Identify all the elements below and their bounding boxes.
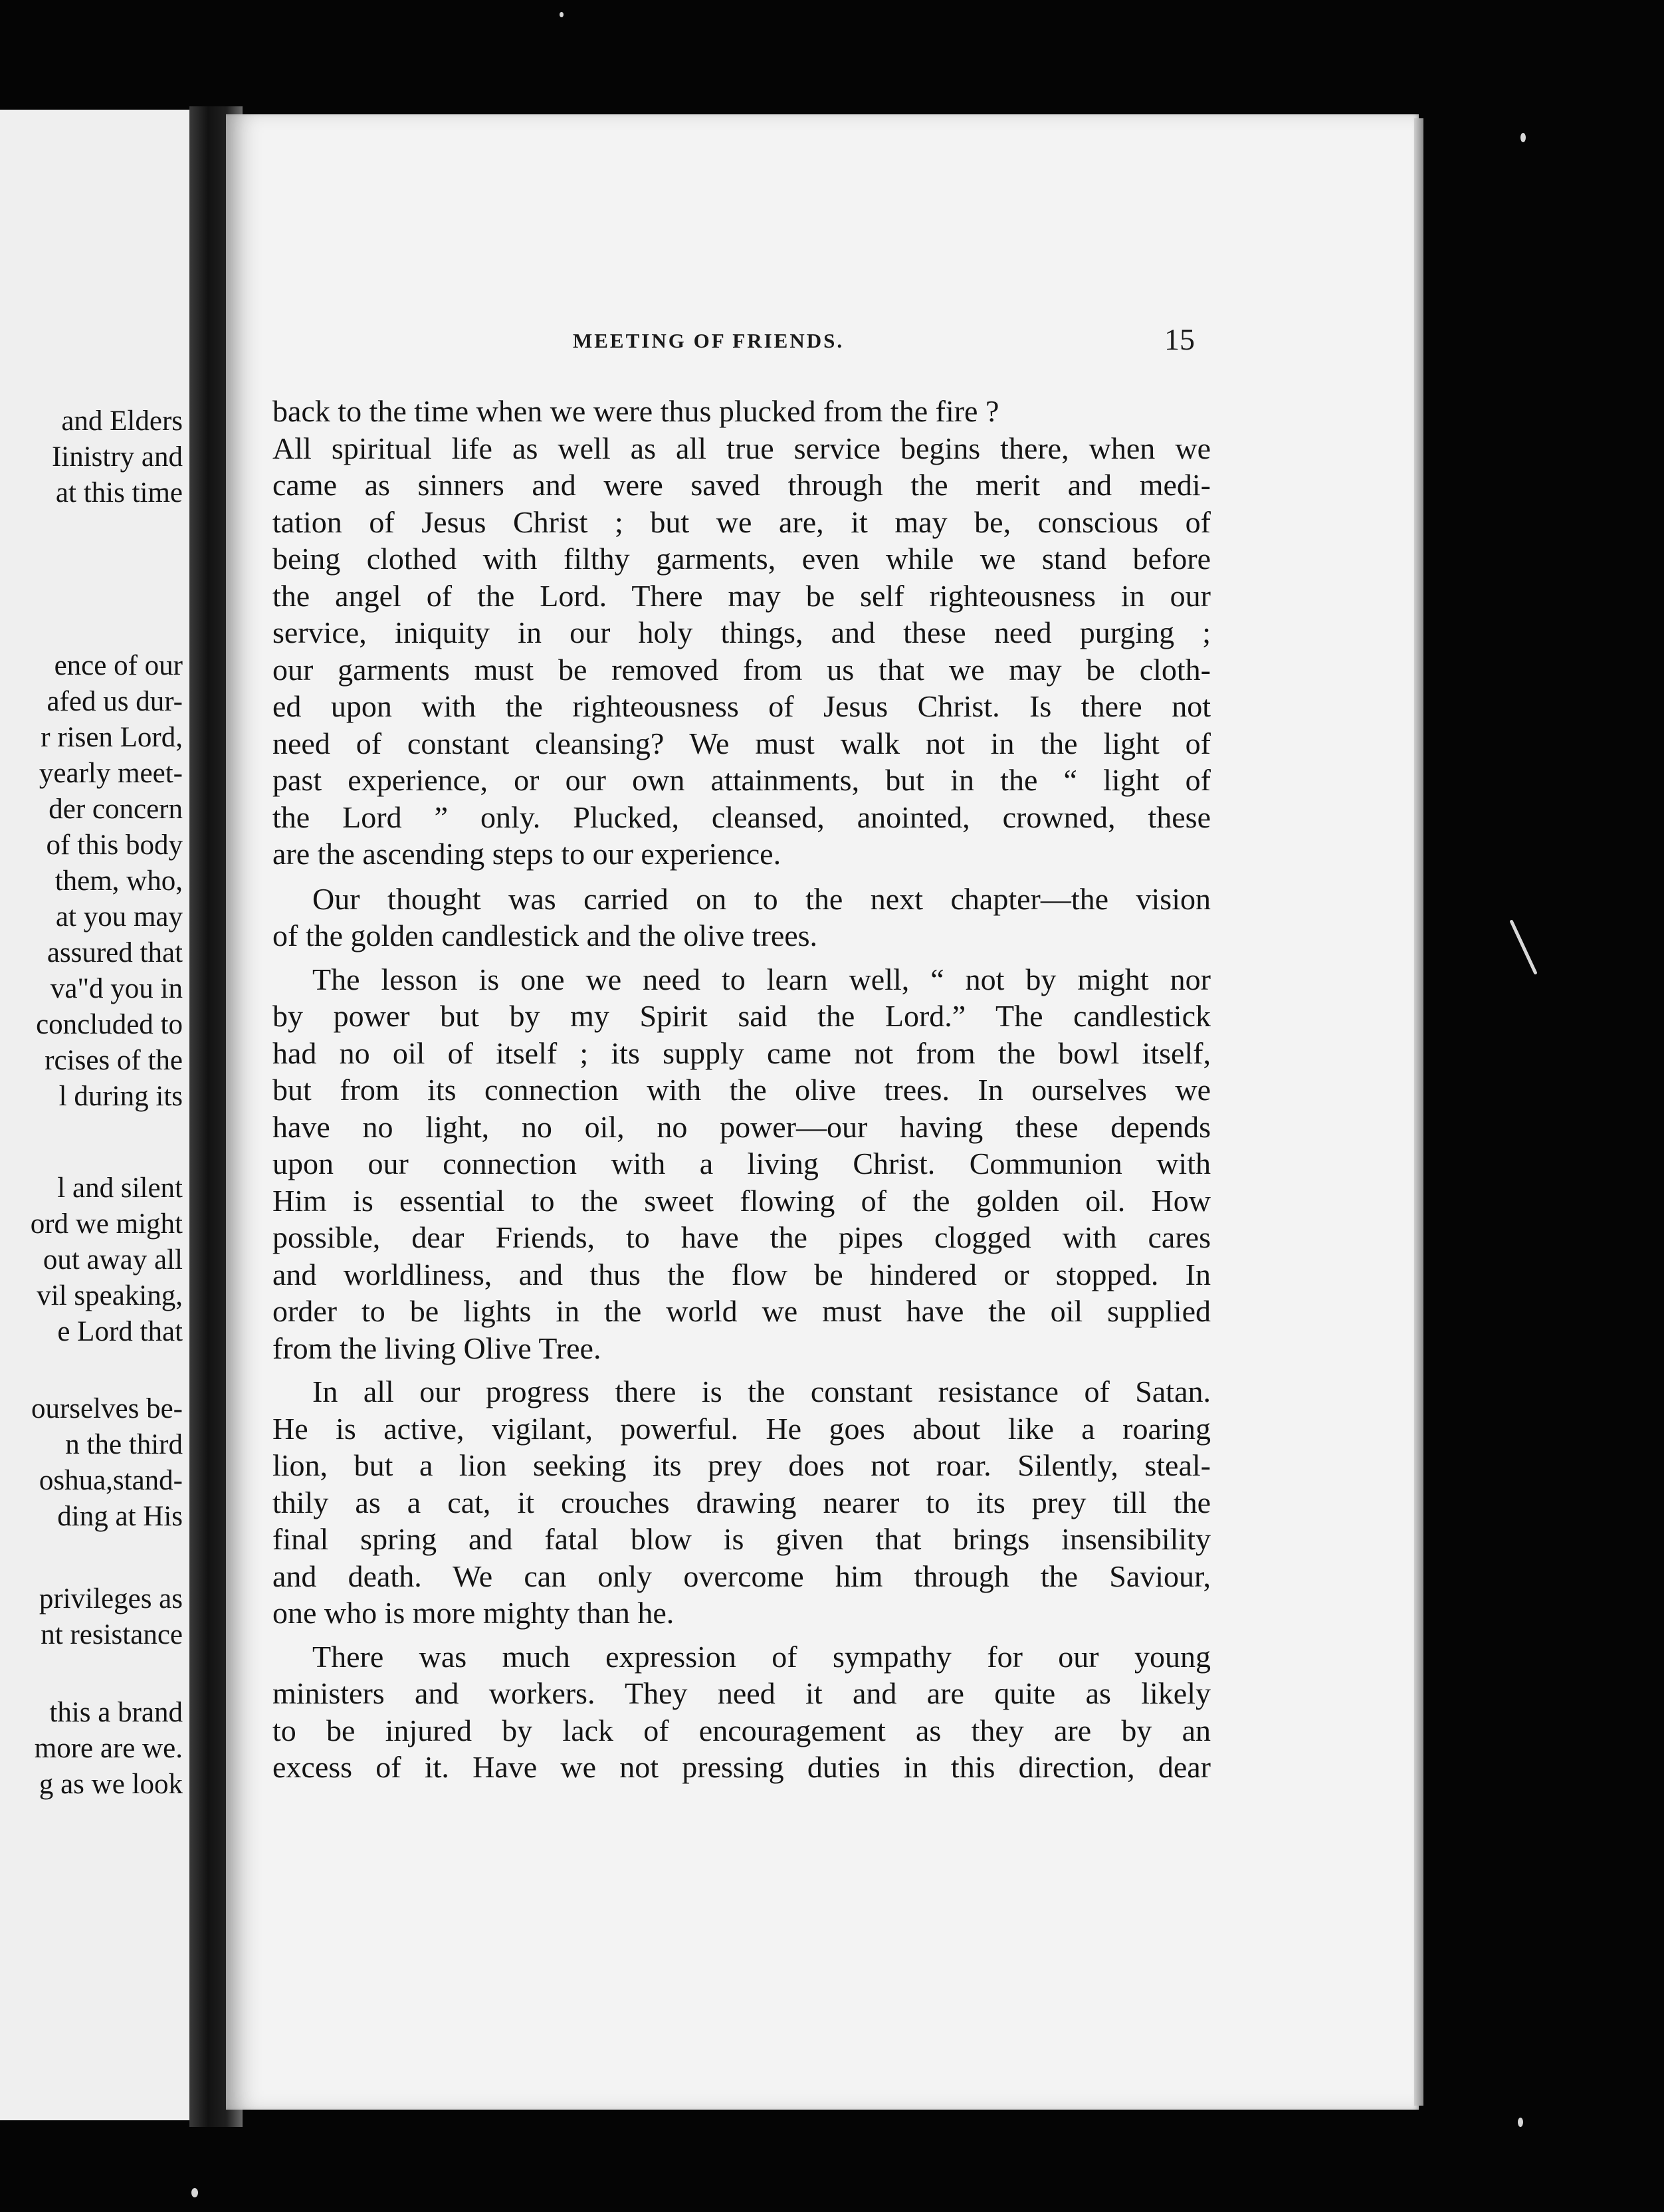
left-page-line: r risen Lord, — [41, 722, 183, 753]
text-line: ministers and workers. They need it and are quite as likely — [272, 1676, 1211, 1710]
page-number: 15 — [1164, 322, 1195, 356]
text-line: past experience, or our own attainments, but in the “ light of — [272, 763, 1211, 797]
text-line: back to the time when we were thus plucked from the fire ? — [272, 394, 999, 428]
left-page-line: n the third — [65, 1429, 183, 1460]
text-line: Our thought was carried on to the next chapter—the vision — [312, 882, 1211, 916]
text-line: All spiritual life as well as all true service begins there, when we — [272, 431, 1211, 465]
text-line: He is active, vigilant, powerful. He goes about like a roaring — [272, 1412, 1211, 1446]
text-line: In all our progress there is the constant resistance of Satan. — [312, 1375, 1211, 1408]
left-page-line: der concern — [49, 794, 183, 825]
text-line: Him is essential to the sweet flowing of the golden oil. How — [272, 1184, 1211, 1218]
left-page-line: afed us dur- — [47, 686, 183, 717]
text-line: our garments must be removed from us that we may be cloth- — [272, 653, 1211, 687]
left-page-line: ence of our — [54, 650, 183, 681]
left-page-line: l during its — [58, 1081, 183, 1112]
running-head: MEETING OF FRIENDS. — [573, 329, 845, 352]
left-page-line: oshua,stand- — [39, 1465, 183, 1496]
text-line: and worldliness, and thus the flow be hindered or stopped. In — [272, 1258, 1211, 1291]
left-page-line: rcises of the — [45, 1045, 183, 1076]
text-line: have no light, no oil, no power—our having these depends — [272, 1110, 1211, 1144]
text-line: upon our connection with a living Christ. Communion with — [272, 1147, 1211, 1180]
text-line: one who is more mighty than he. — [272, 1596, 675, 1630]
text-line: order to be lights in the world we must have the oil supplied — [272, 1294, 1211, 1328]
text-line: being clothed with filthy garments, even while we stand before — [272, 542, 1211, 576]
left-page-line: out away all — [43, 1244, 183, 1275]
text-line: from the living Olive Tree. — [272, 1331, 601, 1365]
left-page-line: ding at His — [57, 1501, 183, 1532]
scan-speck — [1520, 133, 1526, 142]
left-page-line: at this time — [55, 477, 183, 508]
text-line: the angel of the Lord. There may be self righteousness in our — [272, 579, 1211, 613]
left-page-line: concluded to — [36, 1009, 183, 1040]
text-line: final spring and fatal blow is given that brings insensibility — [272, 1522, 1211, 1556]
text-line: by power but by my Spirit said the Lord.” The candlestick — [272, 999, 1211, 1033]
left-page-line: privileges as — [39, 1583, 183, 1614]
text-line: came as sinners and were saved through the merit and medi- — [272, 468, 1211, 502]
left-page-line: l and silent — [57, 1172, 183, 1204]
left-page-line: and Elders — [61, 405, 183, 437]
text-line: excess of it. Have we not pressing duties in this direction, dear — [272, 1750, 1211, 1784]
left-page-line: at you may — [55, 901, 183, 933]
text-line: and death. We can only overcome him through the Saviour, — [272, 1559, 1211, 1593]
left-page-line: assured that — [47, 937, 183, 968]
text-line: service, iniquity in our holy things, and these need purging ; — [272, 615, 1211, 649]
text-line: of the golden candlestick and the olive trees. — [272, 919, 818, 952]
text-line: tation of Jesus Christ ; but we are, it may be, conscious of — [272, 505, 1211, 539]
text-line: to be injured by lack of encouragement as they are by an — [272, 1714, 1211, 1747]
left-page-line: yearly meet- — [39, 758, 183, 789]
text-line: lion, but a lion seeking its prey does not roar. Silently, steal- — [272, 1448, 1211, 1482]
left-page-line: ourselves be- — [31, 1393, 183, 1424]
text-line: the Lord ” only. Plucked, cleansed, anointed, crowned, these — [272, 800, 1211, 834]
scan-speck — [1518, 2118, 1523, 2127]
text-line: had no oil of itself ; its supply came not from the bowl itself, — [272, 1036, 1211, 1070]
text-line: ed upon with the righteousness of Jesus Christ. Is there not — [272, 689, 1211, 723]
text-line: There was much expression of sympathy for our young — [312, 1640, 1211, 1674]
text-line: possible, dear Friends, to have the pipes clogged with cares — [272, 1220, 1211, 1254]
text-line: The lesson is one we need to learn well, “ not by might nor — [312, 962, 1211, 996]
scan-speck — [560, 12, 564, 17]
left-page-line: va"d you in — [50, 973, 183, 1004]
left-page-line: Iinistry and — [51, 441, 183, 473]
text-line: but from its connection with the olive trees. In ourselves we — [272, 1073, 1211, 1107]
left-page-line: of this body — [46, 830, 183, 861]
text-line: need of constant cleansing? We must walk not in the light of — [272, 726, 1211, 760]
left-page-line: vil speaking, — [37, 1280, 183, 1311]
left-page-line: ord we might — [30, 1208, 183, 1240]
left-page-line: nt resistance — [41, 1619, 183, 1650]
text-line: are the ascending steps to our experience. — [272, 837, 781, 871]
left-page-line: e Lord that — [57, 1316, 183, 1347]
left-page-line: more are we. — [34, 1733, 183, 1764]
left-page-line: them, who, — [54, 865, 183, 897]
scan-speck — [191, 2188, 198, 2197]
text-line: thily as a cat, it crouches drawing nearer to its prey till the — [272, 1486, 1211, 1519]
left-page-line: this a brand — [49, 1697, 183, 1728]
left-page-line: g as we look — [39, 1769, 183, 1800]
